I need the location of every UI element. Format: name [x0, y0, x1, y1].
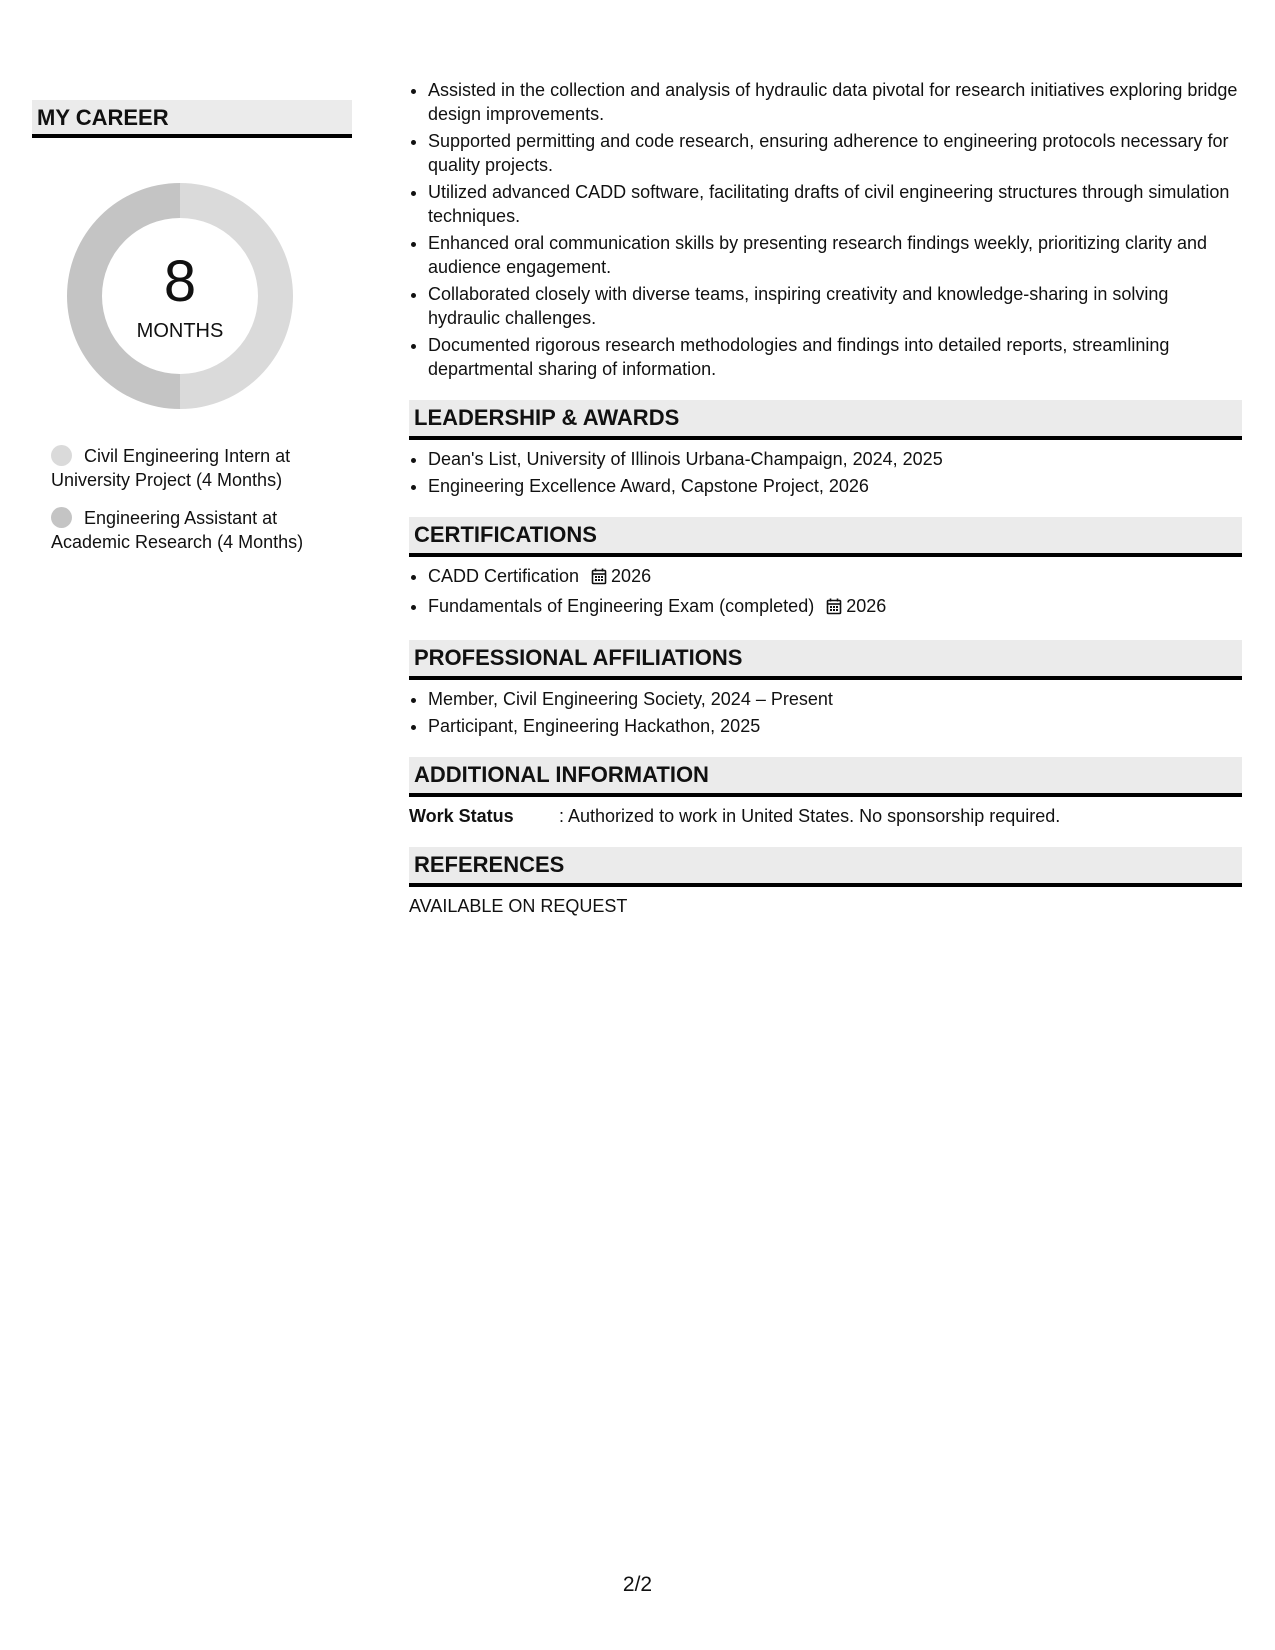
experience-bullet: • Supported permitting and code research, ensuring adherence to engineering protocols necessary for quality projects. — [428, 129, 1242, 177]
work-status-row — [409, 804, 1242, 828]
left-column — [32, 0, 352, 568]
certification-year: 2026 — [846, 596, 887, 616]
career-legend — [51, 444, 351, 554]
affiliations-list — [409, 687, 1242, 738]
additional-info-header: ADDITIONAL INFORMATION — [409, 757, 1242, 797]
legend-label: Civil Engineering Intern at University Project (4 Months) — [51, 446, 291, 490]
legend-item — [51, 506, 351, 554]
leadership-item: • Dean's List, University of Illinois Urbana-Champaign, 2024, 2025 — [428, 447, 1242, 471]
affiliation-item: • Member, Civil Engineering Society, 2024 – Present — [428, 687, 1242, 711]
right-column — [409, 78, 1242, 918]
work-status-label: Work Status — [409, 806, 514, 826]
experience-bullet: • Utilized advanced CADD software, facilitating drafts of civil engineering structures through simulation techniques. — [428, 180, 1242, 228]
certification-name: CADD Certification — [428, 566, 580, 586]
legend-label: Engineering Assistant at Academic Research (4 Months) — [51, 508, 304, 552]
donut-center — [67, 183, 293, 409]
experience-bullet-list — [409, 78, 1242, 381]
certification-year: 2026 — [611, 566, 652, 586]
certification-item — [428, 564, 1242, 591]
leadership-item: • Engineering Excellence Award, Capstone Project, 2026 — [428, 474, 1242, 498]
work-status-value: : Authorized to work in United States. No sponsorship required. — [559, 806, 1061, 826]
affiliation-item: • Participant, Engineering Hackathon, 2025 — [428, 714, 1242, 738]
experience-bullet: • Enhanced oral communication skills by presenting research findings weekly, prioritizing clarity and audience engagement. — [428, 231, 1242, 279]
references-header: REFERENCES — [409, 847, 1242, 887]
certification-item — [428, 594, 1242, 621]
experience-bullet: • Assisted in the collection and analysis of hydraulic data pivotal for research initiatives exploring bridge design improvements. — [428, 78, 1242, 126]
page-number: 2/2 — [622, 1573, 653, 1596]
experience-bullet: • Collaborated closely with diverse teams, inspiring creativity and knowledge-sharing in solving hydraulic challenges. — [428, 282, 1242, 330]
experience-bullet: • Documented rigorous research methodologies and findings into detailed reports, streamlining departmental sharing of information. — [428, 333, 1242, 381]
calendar-icon — [826, 597, 842, 621]
certifications-list — [409, 564, 1242, 621]
legend-dot — [51, 445, 72, 466]
affiliations-header: PROFESSIONAL AFFILIATIONS — [409, 640, 1242, 680]
calendar-icon — [591, 567, 607, 591]
certifications-header: CERTIFICATIONS — [409, 517, 1242, 557]
career-total-months: 8 — [163, 249, 197, 314]
legend-item — [51, 444, 351, 492]
certification-name: Fundamentals of Engineering Exam (completed) — [428, 596, 815, 616]
references-text: AVAILABLE ON REQUEST — [409, 896, 628, 916]
career-header: MY CAREER — [32, 100, 352, 138]
career-total-unit: MONTHS — [136, 320, 224, 342]
leadership-header: LEADERSHIP & AWARDS — [409, 400, 1242, 440]
career-donut-chart — [67, 183, 293, 409]
leadership-list — [409, 447, 1242, 498]
legend-dot — [51, 507, 72, 528]
